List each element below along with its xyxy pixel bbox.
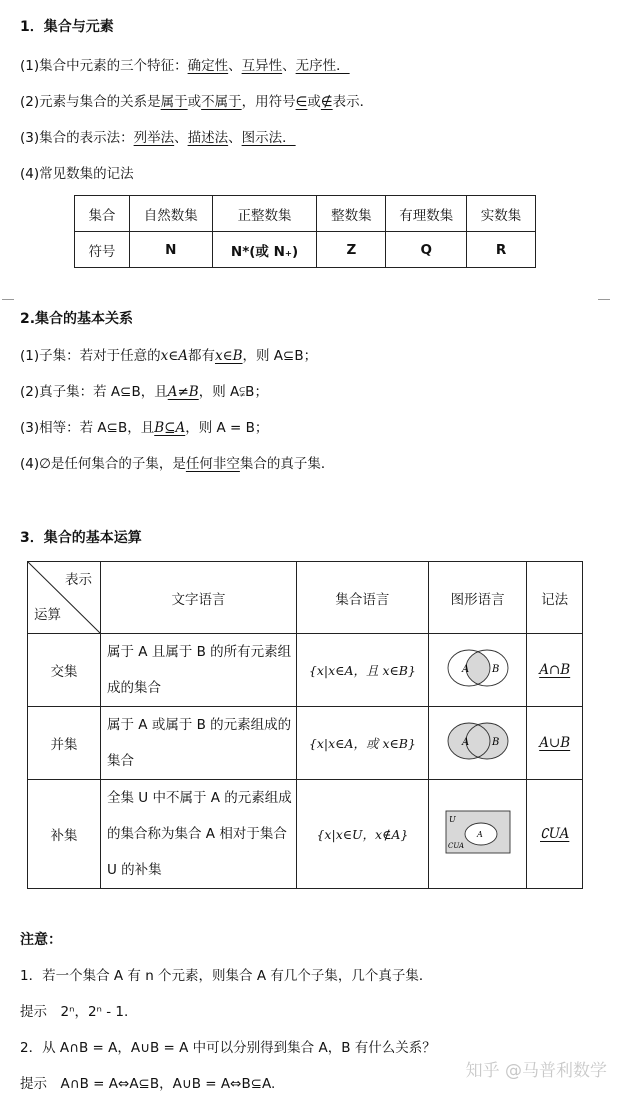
page-corner-mark [2,299,14,300]
answer: 不属于 [201,94,242,110]
table-cell: N*(或 N₊) [212,232,317,268]
table-cell: N [129,232,212,268]
sec2-p1 [20,344,317,364]
text: 、 [282,58,296,74]
text: 、 [174,130,188,146]
answer: ∉ [320,94,333,110]
op-set: {x|x∈U，x∉A} [297,780,429,889]
venn-union-diagram [442,717,514,765]
op-text: 属于 A 且属于 B 的所有元素组成的集合 [101,634,297,707]
table-header: 实数集 [467,196,536,232]
corner-header [28,562,101,634]
text: ，则 A = B； [185,420,269,436]
table-cell: Z [317,232,386,268]
op-name: 并集 [28,707,101,780]
text: ，则 A⊆B； [242,348,318,364]
text: ，则 A⫋B； [198,384,268,400]
answer: B⊆A [154,420,186,436]
answer: 互异性 [241,58,283,74]
table-header: 整数集 [317,196,386,232]
answer: 确定性 [187,58,229,74]
text: (2)真子集：若 A⊆B，且 [20,384,168,400]
answer: 描述法 [187,130,229,146]
corner-bottom-label: 运算 [34,607,61,623]
venn-label-u: U [448,815,456,824]
number-sets-table [74,195,536,268]
op-set: {x|x∈A，或 x∈B} [297,707,429,780]
table-cell: R [467,232,536,268]
venn-label-a: A [461,737,469,748]
sec2-p2 [20,380,268,400]
op-notation: A∩B [527,634,583,707]
sec2-p3 [20,416,268,436]
sec1-p1 [20,54,350,74]
note-question-2: 2．从 A∩B = A，A∪B = A 中可以分别得到集合 A，B 有什么关系？ [20,1040,436,1056]
text: (4)∅是任何集合的子集，是 [20,456,186,472]
answer: 任何非空 [185,456,240,472]
venn-label-a: A [461,664,469,675]
answer: 属于 [160,94,188,110]
table-cell: Q [386,232,467,268]
sec1-p3 [20,126,296,146]
venn-label-b: B [491,737,499,748]
text: (3)集合的表示法： [20,130,134,146]
text: 、 [228,130,242,146]
note-answer-2: 提示 A∩B = A⇔A⊆B，A∪B = A⇔B⊆A. [20,1076,276,1092]
answer: ∈ [295,94,308,110]
answer: 列举法 [133,130,175,146]
op-name: 补集 [28,780,101,889]
table-header: 图形语言 [428,562,527,634]
table-header: 记法 [527,562,583,634]
text: (1)子集：若对于任意的 [20,348,161,364]
text: (1)集合中元素的三个特征： [20,58,188,74]
set-operations-table [27,561,583,889]
text: 表示． [332,94,374,110]
table-header: 集合 [75,196,130,232]
venn-union [428,707,527,780]
sec2-p4 [20,452,334,472]
answer: 无序性． [295,58,350,74]
note-question-1: 1．若一个集合 A 有 n 个元素，则集合 A 有几个子集，几个真子集． [20,968,433,984]
note-answer-1: 提示 2ⁿ，2ⁿ - 1. [20,1004,129,1020]
venn-intersection-diagram [442,644,514,692]
venn-label-cua: CUA [447,842,464,850]
text: ，用符号 [241,94,296,110]
venn-intersection [428,634,527,707]
notes-title: 注意： [20,932,62,948]
section1-title: 1．集合与元素 [20,19,114,35]
table-header: 有理数集 [386,196,467,232]
text: 或 [187,94,202,110]
table-header: 正整数集 [212,196,317,232]
sec1-p4: (4)常见数集的记法 [20,166,134,182]
text: (3)相等：若 A⊆B，且 [20,420,155,436]
op-name: 交集 [28,634,101,707]
corner-top-label: 表示 [65,572,92,588]
text: 、 [228,58,242,74]
answer: 图示法． [241,130,296,146]
watermark: 知乎 @马普利数学 [465,1061,607,1081]
venn-complement-diagram [445,810,511,854]
text: 集合的真子集． [239,456,335,472]
table-header: 集合语言 [297,562,429,634]
page-corner-mark [598,299,610,300]
op-text: 全集 U 中不属于 A 的元素组成的集合称为集合 A 相对于集合 U 的补集 [101,780,297,889]
op-notation: A∪B [527,707,583,780]
sec1-p2 [20,90,373,110]
text: (2)元素与集合的关系是 [20,94,161,110]
math: x∈A [160,348,188,364]
op-text: 属于 A 或属于 B 的元素组成的集合 [101,707,297,780]
section2-title: 2.集合的基本关系 [20,311,134,327]
table-header: 自然数集 [129,196,212,232]
answer: A≠B [167,384,199,400]
table-cell: 符号 [75,232,130,268]
venn-label-a: A [476,830,483,839]
section3-title: 3．集合的基本运算 [20,530,142,546]
table-header: 文字语言 [101,562,297,634]
text: 或 [307,94,321,110]
op-set: {x|x∈A，且 x∈B} [297,634,429,707]
venn-complement [428,780,527,889]
venn-label-b: B [491,664,499,675]
text: 都有 [187,348,215,364]
answer: x∈B [214,348,243,364]
op-notation: ∁UA [527,780,583,889]
